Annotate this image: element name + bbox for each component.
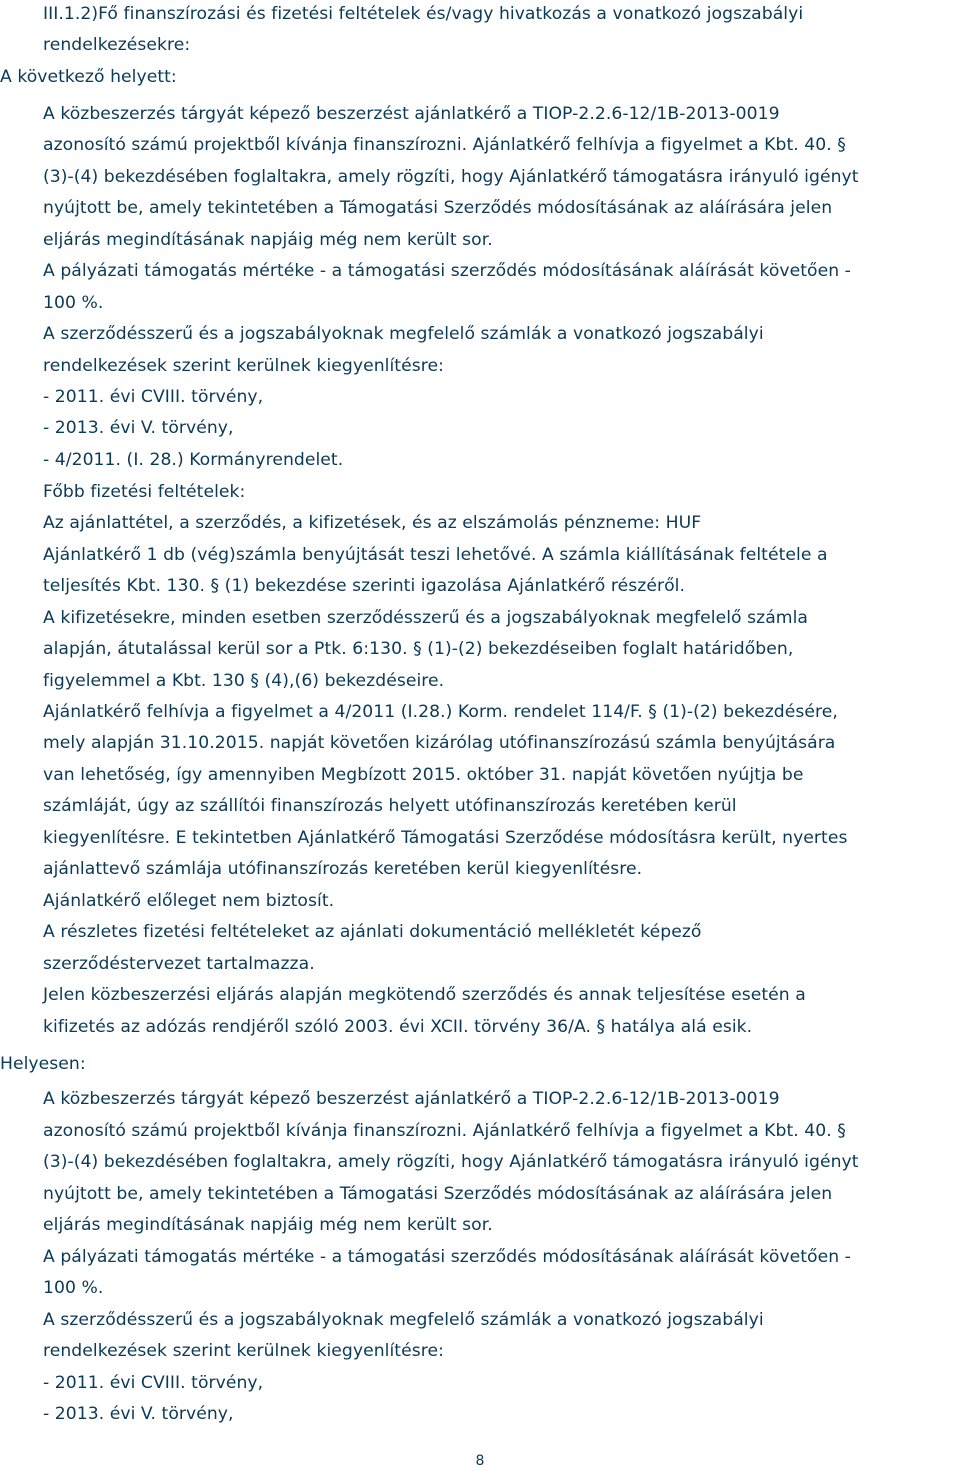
instead-paragraph-line: kiegyenlítésre. E tekintetben Ajánlatkérő Támogatási Szerződése módosításra került, nyertes — [43, 828, 848, 848]
correct-paragraph-line: rendelkezések szerint kerülnek kiegyenlítésre: — [43, 1341, 444, 1361]
instead-label: A következő helyett: — [0, 67, 177, 87]
instead-paragraph-line: A közbeszerzés tárgyát képező beszerzést ajánlatkérő a TIOP-2.2.6-12/1B-2013-0019 — [43, 104, 780, 124]
instead-paragraph-line: mely alapján 31.10.2015. napját követően kizárólag utófinanszírozású számla benyújtására — [43, 733, 836, 753]
instead-paragraph-line: - 4/2011. (I. 28.) Kormányrendelet. — [43, 450, 344, 470]
instead-paragraph-line: teljesítés Kbt. 130. § (1) bekezdése szerinti igazolása Ajánlatkérő részéről. — [43, 576, 685, 596]
instead-paragraph-line: A szerződésszerű és a jogszabályoknak megfelelő számlák a vonatkozó jogszabályi — [43, 324, 764, 344]
correct-paragraph-line: - 2013. évi V. törvény, — [43, 1404, 234, 1424]
correct-paragraph-line: nyújtott be, amely tekintetében a Támogatási Szerződés módosításának az aláírására jelen — [43, 1184, 833, 1204]
page-number: 8 — [475, 1453, 485, 1469]
instead-paragraph-line: rendelkezések szerint kerülnek kiegyenlítésre: — [43, 356, 444, 376]
instead-paragraph-line: Jelen közbeszerzési eljárás alapján megkötendő szerződés és annak teljesítése esetén a — [43, 985, 806, 1005]
correct-paragraph-line: - 2011. évi CVIII. törvény, — [43, 1373, 264, 1393]
instead-paragraph-line: nyújtott be, amely tekintetében a Támogatási Szerződés módosításának az aláírására jelen — [43, 198, 833, 218]
instead-paragraph-line: kifizetés az adózás rendjéről szóló 2003. évi XCII. törvény 36/A. § hatálya alá esik. — [43, 1017, 753, 1037]
correct-label: Helyesen: — [0, 1054, 86, 1074]
instead-paragraph-line: Ajánlatkérő 1 db (vég)számla benyújtását teszi lehetővé. A számla kiállításának feltétele a — [43, 545, 828, 565]
instead-paragraph-line: A részletes fizetési feltételeket az ajánlati dokumentáció mellékletét képező — [43, 922, 702, 942]
instead-paragraph-line: számláját, úgy az szállítói finanszírozás helyett utófinanszírozás keretében kerül — [43, 796, 737, 816]
instead-paragraph-line: Főbb fizetési feltételek: — [43, 482, 246, 502]
section-heading-line-2: rendelkezésekre: — [43, 35, 191, 55]
instead-paragraph-line: (3)-(4) bekezdésében foglaltakra, amely rögzíti, hogy Ajánlatkérő támogatásra irányuló igényt — [43, 167, 859, 187]
instead-paragraph-line: Az ajánlattétel, a szerződés, a kifizetések, és az elszámolás pénzneme: HUF — [43, 513, 702, 533]
instead-paragraph-line: figyelemmel a Kbt. 130 § (4),(6) bekezdéseire. — [43, 671, 445, 691]
instead-paragraph-line: - 2013. évi V. törvény, — [43, 418, 234, 438]
correct-paragraph-line: A pályázati támogatás mértéke - a támogatási szerződés módosításának aláírását követően - — [43, 1247, 851, 1267]
correct-paragraph-line: A szerződésszerű és a jogszabályoknak megfelelő számlák a vonatkozó jogszabályi — [43, 1310, 764, 1330]
instead-paragraph-line: alapján, átutalással kerül sor a Ptk. 6:130. § (1)-(2) bekezdéseiben foglalt határidőben, — [43, 639, 794, 659]
instead-paragraph-line: szerződéstervezet tartalmazza. — [43, 954, 315, 974]
instead-paragraph-line: eljárás megindításának napjáig még nem került sor. — [43, 230, 493, 250]
correct-paragraph-line: eljárás megindításának napjáig még nem került sor. — [43, 1215, 493, 1235]
instead-paragraph-line: azonosító számú projektből kívánja finanszírozni. Ajánlatkérő felhívja a figyelmet a Kbt. 40. § — [43, 135, 846, 155]
instead-paragraph-line: A kifizetésekre, minden esetben szerződésszerű és a jogszabályoknak megfelelő számla — [43, 608, 808, 628]
instead-paragraph-line: - 2011. évi CVIII. törvény, — [43, 387, 264, 407]
instead-paragraph-line: Ajánlatkérő előleget nem biztosít. — [43, 891, 335, 911]
correct-paragraph-line: (3)-(4) bekezdésében foglaltakra, amely rögzíti, hogy Ajánlatkérő támogatásra irányuló igényt — [43, 1152, 859, 1172]
instead-paragraph-line: Ajánlatkérő felhívja a figyelmet a 4/2011 (I.28.) Korm. rendelet 114/F. § (1)-(2) bekezdésére, — [43, 702, 838, 722]
instead-paragraph-line: A pályázati támogatás mértéke - a támogatási szerződés módosításának aláírását követően - — [43, 261, 851, 281]
instead-paragraph-line: 100 %. — [43, 293, 104, 313]
correct-paragraph-line: 100 %. — [43, 1278, 104, 1298]
instead-paragraph-line: ajánlattevő számlája utófinanszírozás keretében kerül kiegyenlítésre. — [43, 859, 643, 879]
correct-paragraph-line: A közbeszerzés tárgyát képező beszerzést ajánlatkérő a TIOP-2.2.6-12/1B-2013-0019 — [43, 1089, 780, 1109]
section-heading-line-1: III.1.2)Fő finanszírozási és fizetési feltételek és/vagy hivatkozás a vonatkozó jogszabályi — [43, 4, 804, 24]
correct-paragraph-line: azonosító számú projektből kívánja finanszírozni. Ajánlatkérő felhívja a figyelmet a Kbt. 40. § — [43, 1121, 846, 1141]
instead-paragraph-line: van lehetőség, így amennyiben Megbízott 2015. október 31. napját követően nyújtja be — [43, 765, 804, 785]
